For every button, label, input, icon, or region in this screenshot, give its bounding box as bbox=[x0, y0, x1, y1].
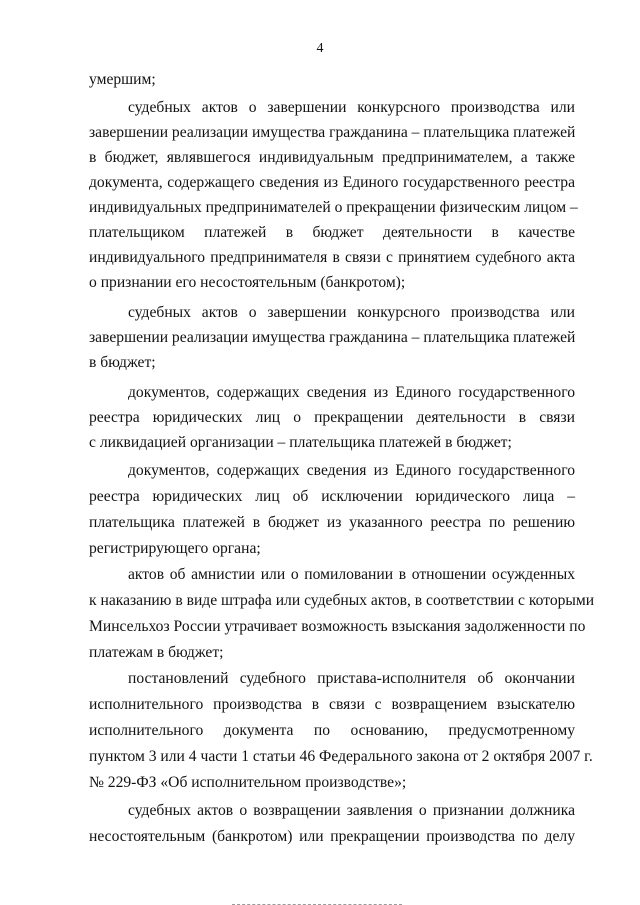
text-line: судебных актов о завершении конкурсного производства или bbox=[128, 304, 575, 321]
text-line: судебных актов о возвращении заявления о признании должника bbox=[128, 802, 575, 819]
text-line: реестра юридических лиц о прекращении деятельности в связи bbox=[89, 409, 575, 426]
text-line: индивидуальных предпринимателей о прекращении физическим лицом – bbox=[89, 199, 578, 216]
text-line: в бюджет; bbox=[89, 354, 156, 371]
text-line: к наказанию в виде штрафа или судебных актов, в соответствии с которыми bbox=[89, 592, 595, 609]
text-line: пунктом 3 или 4 части 1 статьи 46 Федерального закона от 2 октября 2007 г. bbox=[89, 748, 593, 765]
text-line: документов, содержащих сведения из Единого государственного bbox=[128, 384, 575, 401]
text-line: плательщика платежей в бюджет из указанного реестра по решению bbox=[89, 514, 575, 531]
text-line: реестра юридических лиц об исключении юридического лица – bbox=[89, 488, 575, 505]
text-line: актов об амнистии или о помиловании в отношении осужденных bbox=[128, 566, 575, 583]
text-line: завершении реализации имущества гражданина – плательщика платежей bbox=[89, 124, 576, 141]
text-line: о признании его несостоятельным (банкротом); bbox=[89, 274, 406, 291]
text-line: в бюджет, являвшегося индивидуальным предпринимателем, а также bbox=[89, 149, 575, 166]
page-number: 4 bbox=[316, 41, 324, 56]
text-line: несостоятельным (банкротом) или прекращении производства по делу bbox=[89, 828, 575, 845]
text-line: завершении реализации имущества гражданина – плательщика платежей bbox=[89, 329, 576, 346]
text-line: умершим; bbox=[89, 71, 156, 88]
text-line: документов, содержащих сведения из Единого государственного bbox=[128, 462, 575, 479]
text-line: постановлений судебного пристава-исполнителя об окончании bbox=[128, 670, 575, 687]
text-line: с ликвидацией организации – плательщика платежей в бюджет; bbox=[89, 434, 512, 451]
text-line: исполнительного документа по основанию, предусмотренному bbox=[89, 722, 575, 739]
text-line: плательщиком платежей в бюджет деятельности в качестве bbox=[89, 224, 575, 241]
text-line: документа, содержащего сведения из Единого государственного реестра bbox=[89, 174, 575, 191]
text-line: индивидуального предпринимателя в связи с принятием судебного акта bbox=[89, 249, 575, 266]
text-line: платежам в бюджет; bbox=[89, 644, 224, 661]
text-line: Минсельхоз России утрачивает возможность взыскания задолженности по bbox=[89, 618, 586, 635]
text-line: № 229-ФЗ «Об исполнительном производстве»; bbox=[89, 774, 407, 791]
text-line: судебных актов о завершении конкурсного производства или bbox=[128, 99, 575, 116]
text-line: регистрирующего органа; bbox=[89, 540, 261, 557]
text-line: исполнительного производства в связи с возвращением взыскателю bbox=[89, 696, 575, 713]
